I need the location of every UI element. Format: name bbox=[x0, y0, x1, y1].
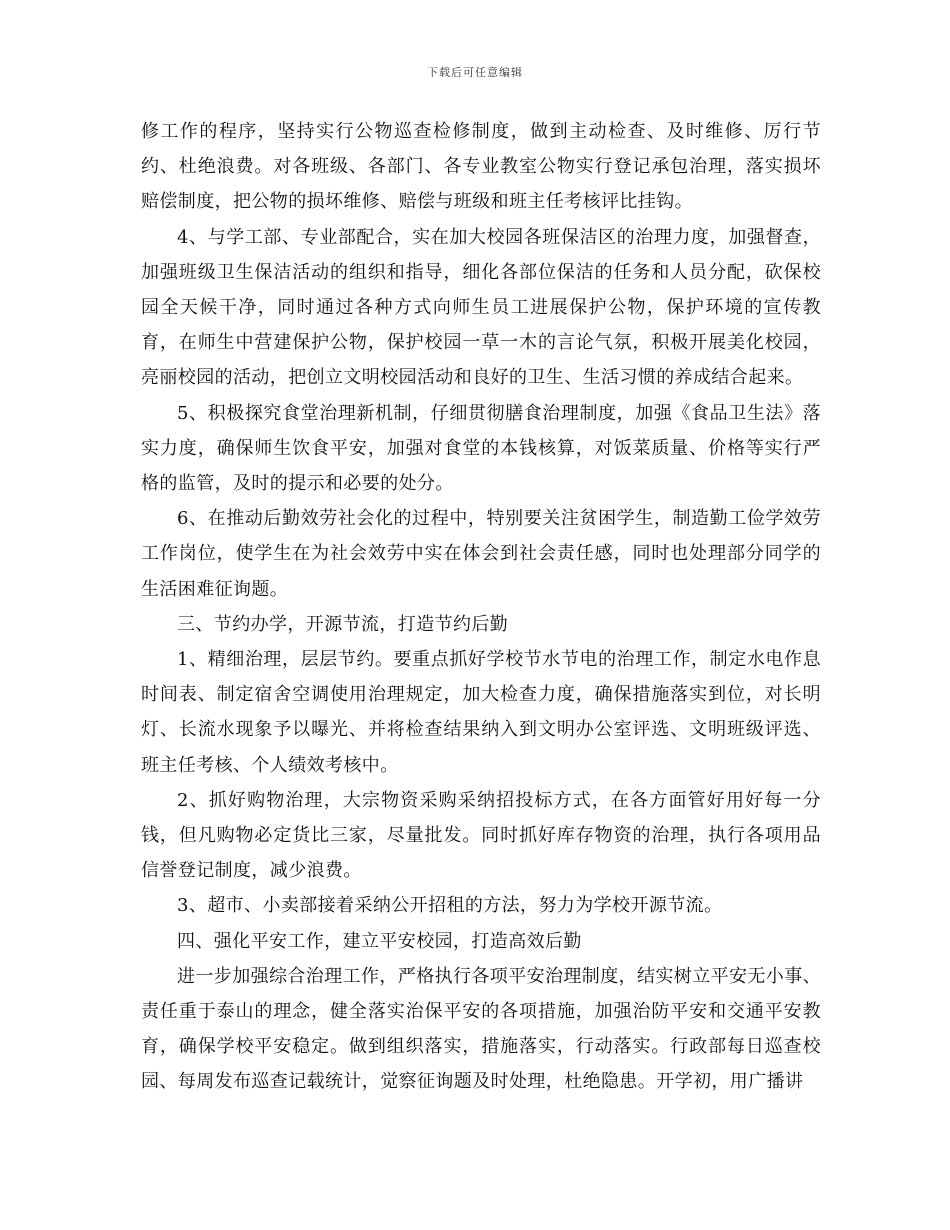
section-heading: 三、节约办学，开源节流，打造节约后勤 bbox=[177, 613, 509, 635]
page-header: 下载后可任意编辑 bbox=[427, 66, 523, 79]
paragraph: 进一步加强综合治理工作，严格执行各项平安治理制度，结实树立平安无小事、责任重于泰山的理念，健全落实治保平安的各项措施，加强治防平安和交通平安教育，确保学校平安稳定。做到组织落实，措施落实，行动落实。行政部每日巡查校园、每周发布巡查记载统计，觉察征询题及时处理，杜绝隐患。开学初，用广播讲 bbox=[141, 965, 821, 1093]
paragraph: 3、超市、小卖部接着采纳公开招租的方法，努力为学校开源节流。 bbox=[177, 895, 723, 917]
paragraph: 5、积极探究食堂治理新机制，仔细贯彻膳食治理制度，加强《食品卫生法》落实力度，确保师生饮食平安，加强对食堂的本钱核算，对饭菜质量、价格等实行严格的监管，及时的提示和必要的处分。 bbox=[141, 402, 821, 495]
paragraph: 4、与学工部、专业部配合，实在加大校园各班保洁区的治理力度，加强督查，加强班级卫生保洁活动的组织和指导，细化各部位保洁的任务和人员分配，砍保校园全天候干净，同时通过各种方式向师生员工进展保护公物，保护环境的宣传教育，在师生中营建保护公物，保护校园一草一木的言论气氛，积极开展美化校园，亮丽校园的活动，把创立文明校园活动和良好的卫生、生活习惯的养成结合起来。 bbox=[141, 226, 821, 389]
paragraph: 2、抓好购物治理，大宗物资采购采纳招投标方式，在各方面管好用好每一分钱，但凡购物必定货比三家，尽量批发。同时抓好库存物资的治理，执行各项用品信誉登记制度，减少浪费。 bbox=[141, 789, 821, 882]
section-heading: 四、强化平安工作，建立平安校园，打造高效后勤 bbox=[177, 930, 582, 952]
paragraph: 1、精细治理，层层节约。要重点抓好学校节水节电的治理工作，制定水电作息时间表、制定宿舍空调使用治理规定，加大检查力度，确保措施落实到位，对长明灯、长流水现象予以曝光、并将检查结果纳入到文明办公室评选、文明班级评选、班主任考核、个人绩效考核中。 bbox=[141, 649, 821, 776]
paragraph: 6、在推动后勤效劳社会化的过程中，特别要关注贫困学生，制造勤工俭学效劳工作岗位，使学生在为社会效劳中实在体会到社会责任感，同时也处理部分同学的生活困难征询题。 bbox=[141, 508, 821, 600]
document-body bbox=[141, 114, 821, 1100]
paragraph: 修工作的程序，坚持实行公物巡查检修制度，做到主动检查、及时维修、厉行节约、杜绝浪费。对各班级、各部门、各专业教室公物实行登记承包治理，落实损坏赔偿制度，把公物的损坏维修、赔偿与班级和班主任考核评比挂钩。 bbox=[141, 121, 821, 213]
